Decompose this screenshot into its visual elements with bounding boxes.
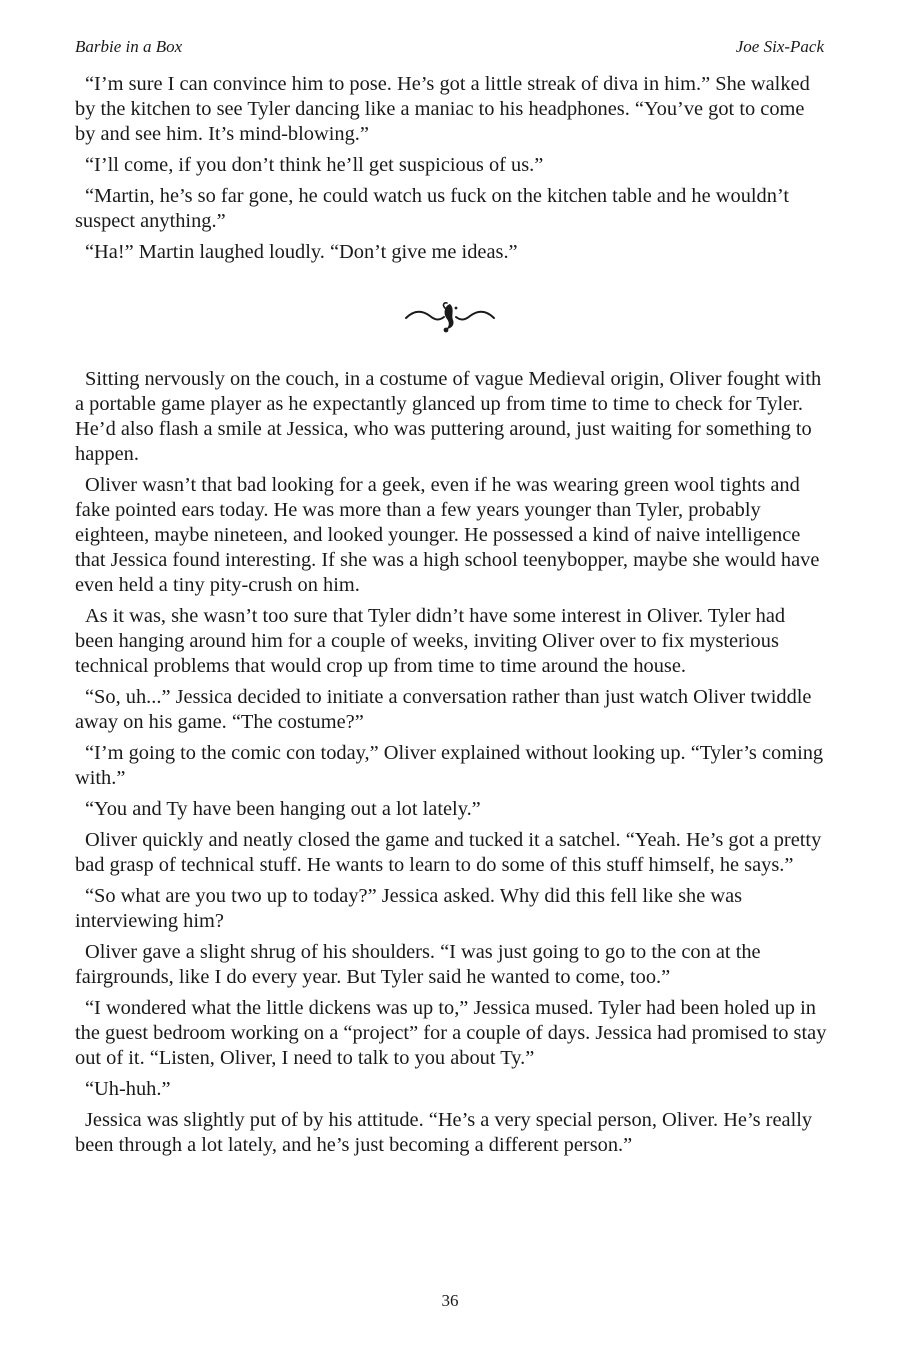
paragraph: “Martin, he’s so far gone, he could watch us fuck on the kitchen table and he wouldn’t suspect anything.” [75,185,790,232]
paragraph: “I’m going to the comic con today,” Oliver explained without looking up. “Tyler’s coming with.” [75,742,824,789]
page-number: 36 [441,1291,459,1310]
paragraph: Sitting nervously on the couch, in a costume of vague Medieval origin, Oliver fought with a portable game player as he expectantly glanced up from time to time to check for Tyler. He’d also flash a smile at Jessica, who was puttering around, just waiting for something to happen. [75,368,822,465]
running-head-author: Joe Six-Pack [735,37,824,56]
running-header [75,36,824,58]
paragraph: “Uh-huh.” [85,1078,171,1100]
paragraph: As it was, she wasn’t too sure that Tyler didn’t have some interest in Oliver. Tyler had been hanging around him for a couple of weeks, inviting Oliver over to fix mysterious technical problems that would crop up from time to time around the house. [75,605,786,677]
paragraph: Oliver quickly and neatly closed the game and tucked it a satchel. “Yeah. He’s got a pretty bad grasp of technical stuff. He wants to learn to do some of this stuff himself, he says.” [75,829,822,876]
paragraph: “So what are you two up to today?” Jessica asked. Why did this fell like she was interviewing him? [75,885,743,932]
paragraph: Oliver gave a slight shrug of his shoulders. “I was just going to go to the con at the fairgrounds, like I do every year. But Tyler said he wanted to come, too.” [75,941,761,988]
paragraph: Jessica was slightly put of by his attitude. “He’s a very special person, Oliver. He’s really been through a lot lately, and he’s just becoming a different person.” [75,1109,813,1156]
paragraph: “I wondered what the little dickens was up to,” Jessica mused. Tyler had been holed up in the guest bedroom working on a “project” for a couple of days. Jessica had promised to stay out of it. “Listen, Oliver, I need to talk to you about Ty.” [75,997,827,1069]
scene-break [0,296,900,336]
section-1-text [75,72,827,271]
paragraph: “You and Ty have been hanging out a lot lately.” [85,798,481,820]
running-head-book-title: Barbie in a Box [75,37,183,56]
paragraph: “Ha!” Martin laughed loudly. “Don’t give me ideas.” [85,241,518,263]
paragraph: “So, uh...” Jessica decided to initiate a conversation rather than just watch Oliver twiddle away on his game. “The costume?” [75,686,812,733]
section-2-text [75,367,827,1164]
paragraph: Oliver wasn’t that bad looking for a geek, even if he was wearing green wool tights and fake pointed ears today. He was more than a few years younger than Tyler, probably eighteen, maybe nineteen, and looked younger. He possessed a kind of naive intelligence that Jessica found interesting. If she was a high school teenybopper, maybe she would have even held a tiny pity-crush on him. [75,474,820,596]
paragraph: “I’m sure I can convince him to pose. He’s got a little streak of diva in him.” She walked by the kitchen to see Tyler dancing like a maniac to his headphones. “You’ve got to come by and see him. It’s mind-blowing.” [75,73,810,145]
fleuron-scene-break-icon [402,296,498,336]
paragraph: “I’ll come, if you don’t think he’ll get suspicious of us.” [85,154,544,176]
